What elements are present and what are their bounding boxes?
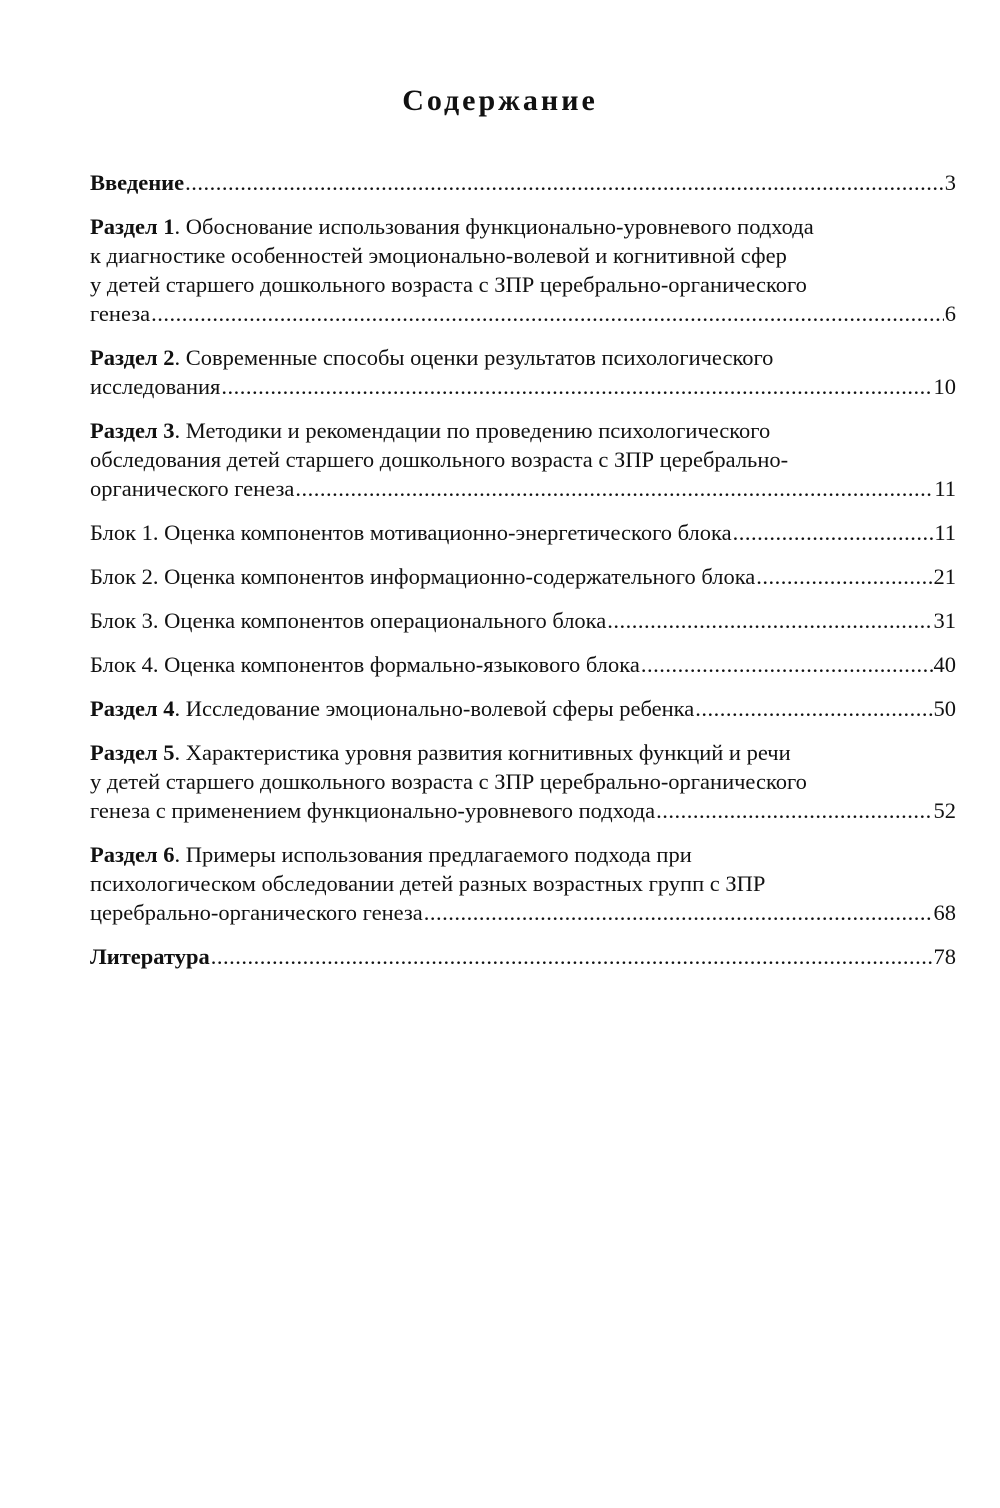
toc-entry-text: Блок 2. Оценка компонентов информационно-содержательного блока bbox=[90, 564, 756, 589]
dot-leader bbox=[695, 694, 932, 723]
toc-entry-text: . Обоснование использования функционально-уровневого подхода bbox=[174, 214, 814, 239]
toc-page-number: 6 bbox=[944, 301, 956, 326]
toc-entry-text: . Методики и рекомендации по проведению психологического bbox=[174, 418, 771, 443]
toc-entry-last-line bbox=[90, 474, 956, 503]
toc-page-number: 78 bbox=[933, 944, 956, 969]
toc-page-number: 11 bbox=[934, 520, 956, 545]
toc-entry-last-line bbox=[90, 606, 956, 635]
page-title: Содержание bbox=[402, 84, 598, 117]
dot-leader bbox=[733, 518, 934, 547]
toc-entry-line bbox=[90, 840, 956, 869]
toc-entry-line bbox=[90, 445, 956, 474]
toc-entry-text: психологическом обследовании детей разных возрастных групп с ЗПР bbox=[90, 871, 766, 896]
toc-entry-heading: Раздел 2 bbox=[90, 345, 175, 370]
toc-entry-last-line bbox=[90, 168, 956, 197]
toc-entry-heading: Раздел 1 bbox=[90, 214, 175, 239]
toc-entry-text: . Исследование эмоционально-волевой сферы ребенка bbox=[174, 696, 695, 721]
toc-page-number: 11 bbox=[934, 476, 956, 501]
toc-entry-last-line bbox=[90, 372, 956, 401]
toc-entry-last-line bbox=[90, 796, 956, 825]
toc-entry-line bbox=[90, 241, 956, 270]
toc-page-number: 10 bbox=[933, 374, 956, 399]
toc-entry-text: . Характеристика уровня развития когнитивных функций и речи bbox=[174, 740, 791, 765]
dot-leader bbox=[211, 942, 933, 971]
toc-entry-line bbox=[90, 416, 956, 445]
dot-leader bbox=[607, 606, 932, 635]
toc-entry-text: исследования bbox=[90, 374, 221, 399]
toc-entry-text: Блок 4. Оценка компонентов формально-языкового блока bbox=[90, 652, 640, 677]
toc-entry-line bbox=[90, 869, 956, 898]
toc-entry[interactable] bbox=[90, 343, 956, 401]
toc-entry-text: . Современные способы оценки результатов психологического bbox=[174, 345, 774, 370]
toc-entry-text: церебрально-органического генеза bbox=[90, 900, 423, 925]
toc-entry-heading: Раздел 5 bbox=[90, 740, 175, 765]
toc-entry-last-line bbox=[90, 518, 956, 547]
dot-leader bbox=[656, 796, 932, 825]
toc-page-number: 31 bbox=[933, 608, 956, 633]
toc-entry-line bbox=[90, 270, 956, 299]
toc-entry-line bbox=[90, 767, 956, 796]
toc-entry-text: обследования детей старшего дошкольного возраста с ЗПР церебрально- bbox=[90, 447, 789, 472]
toc-entry-last-line bbox=[90, 942, 956, 971]
toc-entry[interactable] bbox=[90, 168, 956, 197]
toc-page-number: 50 bbox=[933, 696, 956, 721]
toc-page-number: 68 bbox=[933, 900, 956, 925]
dot-leader bbox=[221, 372, 932, 401]
toc-entry[interactable] bbox=[90, 650, 956, 679]
toc-entry[interactable] bbox=[90, 518, 956, 547]
toc-entry-last-line bbox=[90, 694, 956, 723]
toc-entry[interactable] bbox=[90, 212, 956, 328]
toc-entry-text: генеза с применением функционально-уровневого подхода bbox=[90, 798, 656, 823]
toc-page-number: 21 bbox=[933, 564, 956, 589]
dot-leader bbox=[295, 474, 933, 503]
toc-entry[interactable] bbox=[90, 416, 956, 503]
toc-entry[interactable] bbox=[90, 942, 956, 971]
toc-entry-heading: Введение bbox=[90, 170, 185, 195]
toc-entry-heading: Раздел 4 bbox=[90, 696, 175, 721]
toc-entry-line bbox=[90, 212, 956, 241]
dot-leader bbox=[756, 562, 932, 591]
toc-entry-last-line bbox=[90, 650, 956, 679]
toc-entry[interactable] bbox=[90, 840, 956, 927]
dot-leader bbox=[151, 299, 944, 328]
dot-leader bbox=[185, 168, 944, 197]
toc-entry-heading: Раздел 3 bbox=[90, 418, 175, 443]
toc-entry-heading: Раздел 6 bbox=[90, 842, 175, 867]
toc-entry[interactable] bbox=[90, 738, 956, 825]
toc-entry-last-line bbox=[90, 562, 956, 591]
table-of-contents bbox=[90, 168, 956, 986]
toc-entry-text: у детей старшего дошкольного возраста с ЗПР церебрально-органического bbox=[90, 769, 807, 794]
toc-entry-text: генеза bbox=[90, 301, 151, 326]
toc-entry-text: органического генеза bbox=[90, 476, 295, 501]
toc-entry-line bbox=[90, 343, 956, 372]
toc-entry[interactable] bbox=[90, 694, 956, 723]
toc-page-number: 40 bbox=[933, 652, 956, 677]
dot-leader bbox=[424, 898, 933, 927]
dot-leader bbox=[641, 650, 933, 679]
toc-entry[interactable] bbox=[90, 562, 956, 591]
toc-entry-heading: Литература bbox=[90, 944, 210, 969]
toc-entry-last-line bbox=[90, 299, 956, 328]
toc-entry-text: к диагностике особенностей эмоционально-волевой и когнитивной сфер bbox=[90, 243, 787, 268]
toc-entry-text: Блок 3. Оценка компонентов операционального блока bbox=[90, 608, 607, 633]
toc-entry-last-line bbox=[90, 898, 956, 927]
toc-entry[interactable] bbox=[90, 606, 956, 635]
toc-page-number: 3 bbox=[944, 170, 956, 195]
toc-entry-line bbox=[90, 738, 956, 767]
toc-entry-text: у детей старшего дошкольного возраста с ЗПР церебрально-органического bbox=[90, 272, 807, 297]
toc-page-number: 52 bbox=[933, 798, 956, 823]
toc-entry-text: Блок 1. Оценка компонентов мотивационно-энергетического блока bbox=[90, 520, 732, 545]
toc-entry-text: . Примеры использования предлагаемого подхода при bbox=[174, 842, 692, 867]
